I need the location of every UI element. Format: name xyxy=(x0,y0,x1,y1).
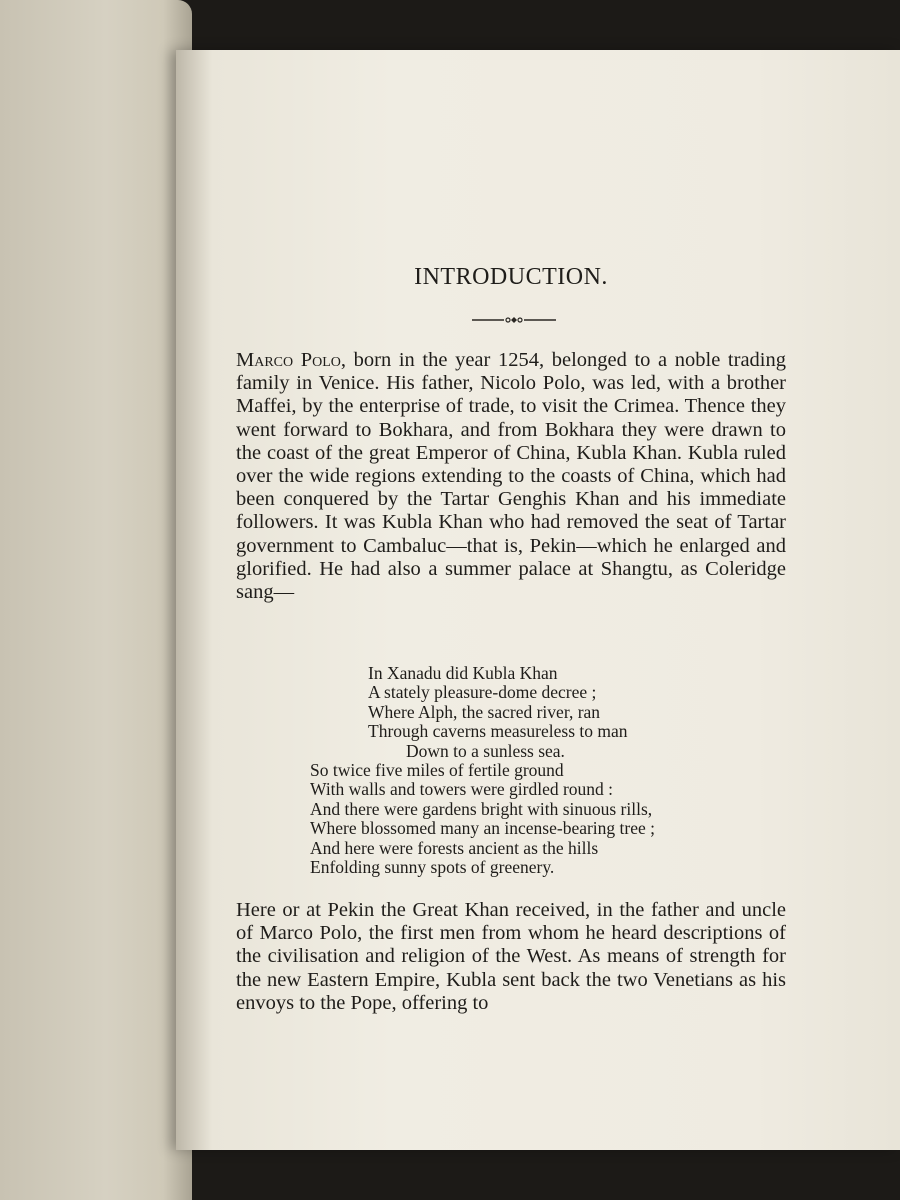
facing-page xyxy=(0,0,192,1200)
verse-line: Through caverns measureless to man xyxy=(368,721,628,742)
verse-line: So twice five miles of fertile ground xyxy=(310,760,564,781)
verse-line: With walls and towers were girdled round : xyxy=(310,779,614,800)
book-page xyxy=(176,50,900,1150)
verse-line: Where blossomed many an incense-bearing tree ; xyxy=(310,818,656,839)
page-title: INTRODUCTION. xyxy=(414,264,608,290)
paragraph-1-text: , born in the year 1254, belonged to a noble trading family in Venice. His father, Nicolo Polo, was led, with a brother Maffei, by the enterprise of trade, to visit the Crimea. Thence they went forward to Bokhara, and from Bokhara they were drawn to the coast of the great Emperor of China, Kubla Khan. Kubla ruled over the wide regions extending to the coasts of China, which had been conquered by the Tartar Genghis Khan and his immediate followers. It was Kubla Khan who had removed the seat of Tartar government to Cambaluc—that is, Pekin—which he enlarged and glorified. He had also a summer palace at Shangtu, as Coleridge sang— xyxy=(236,349,786,604)
verse-line: And here were forests ancient as the hills xyxy=(310,837,599,858)
verse-line: Down to a sunless sea. xyxy=(406,740,565,761)
verse-line: And there were gardens bright with sinuous rills, xyxy=(310,798,653,819)
lead-name: Marco Polo xyxy=(236,349,341,371)
verse-line: Where Alph, the sacred river, ran xyxy=(368,701,601,722)
verse-line: Enfolding sunny spots of greenery. xyxy=(310,857,555,878)
intro-paragraph-2: Here or at Pekin the Great Khan received, in the father and uncle of Marco Polo, the first men from whom he heard descriptions of the civilisation and religion of the West. As means of strength for the new Eastern Empire, Kubla sent back the two Venetians as his envoys to the Pope, offering to xyxy=(236,899,786,1014)
verse-line: A stately pleasure-dome decree ; xyxy=(368,682,597,703)
coleridge-verse xyxy=(310,664,790,877)
verse-line: In Xanadu did Kubla Khan xyxy=(368,663,558,683)
intro-paragraph-1 xyxy=(236,349,786,604)
title-ornament xyxy=(472,314,556,326)
